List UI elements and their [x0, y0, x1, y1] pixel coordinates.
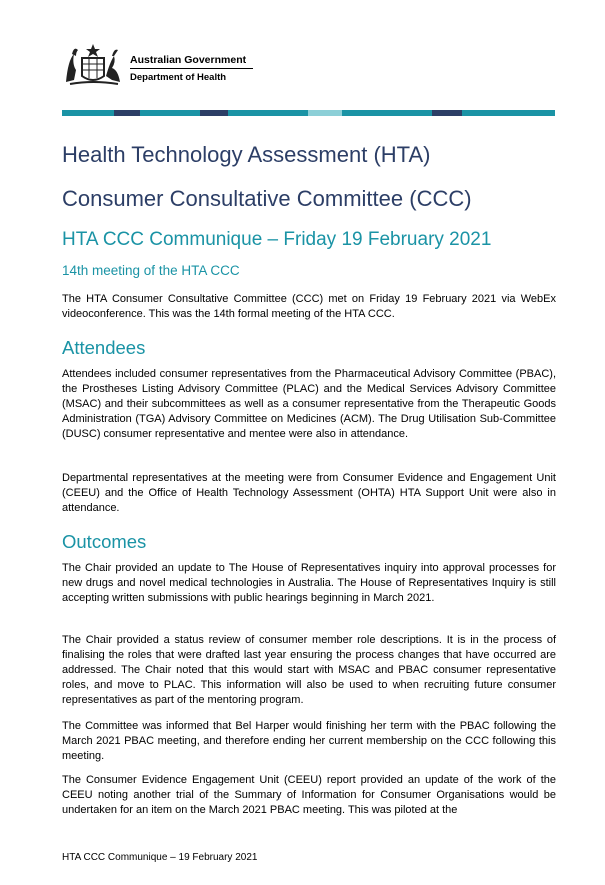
- outcomes-paragraph: The Chair provided an update to The House of Representatives inquiry into approval processes for new drugs and novel medical technologies in Australia. The House of Representatives Inquiry is still accepting written submissions with public hearings beginning in March 2021.: [62, 562, 556, 604]
- document-title-line1: Health Technology Assessment (HTA): [62, 142, 431, 167]
- band-segment: [62, 110, 114, 116]
- coat-of-arms-icon: [62, 40, 124, 88]
- attendees-paragraph: Departmental representatives at the meeting were from Consumer Evidence and Engagement Unit (CEEU) and the Office of Health Technology Assessment (OHTA) HTA Support Unit were also in attendance.: [62, 472, 556, 514]
- band-segment: [228, 110, 308, 116]
- band-segment: [114, 110, 140, 116]
- outcomes-paragraph: The Consumer Evidence Engagement Unit (CEEU) report provided an update of the work of the CEEU noting another trial of the Summary of Information for Consumer Organisations would be undertaken for an item on the March 2021 PBAC meeting. This was piloted at the: [62, 774, 556, 816]
- document-title-line2: Consumer Consultative Committee (CCC): [62, 186, 472, 211]
- outcomes-paragraph: The Chair provided a status review of consumer member role descriptions. It is in the process of finalising the roles that were drafted last year ensuring the process changes that have occurred are addressed. The Chair noted that this would start with MSAC and PBAC consumer representative roles, and move to PLAC. This information will also be used to when recruiting future consumer representatives as part of the mentoring program.: [62, 634, 556, 706]
- attendees-paragraph: Attendees included consumer representatives from the Pharmaceutical Advisory Committee (PBAC), the Prostheses Listing Advisory Committee (PLAC) and the Medical Services Advisory Committee (MSAC) and their subcommittees as well as a consumer representative from the Therapeutic Goods Administration (TGA) Advisory Committee on Medicines (ACM). The Drug Utilisation Sub-Committee (DUSC) consumer representative and mentee were also in attendance.: [62, 368, 556, 440]
- band-segment: [308, 110, 342, 116]
- band-segment: [200, 110, 228, 116]
- intro-paragraph: The HTA Consumer Consultative Committee (CCC) met on Friday 19 February 2021 via WebEx videoconference. This was the 14th formal meeting of the HTA CCC.: [62, 293, 556, 320]
- outcomes-heading: Outcomes: [62, 531, 147, 552]
- department-name: Department of Health: [130, 72, 227, 83]
- government-logo: [62, 40, 262, 90]
- attendees-heading: Attendees: [62, 337, 146, 358]
- color-band: [62, 110, 555, 116]
- meeting-line: 14th meeting of the HTA CCC: [62, 263, 240, 278]
- communique-subtitle: HTA CCC Communique – Friday 19 February 2021: [62, 229, 492, 250]
- government-name: Australian Government: [130, 54, 247, 66]
- band-segment: [462, 110, 555, 116]
- band-segment: [140, 110, 200, 116]
- outcomes-paragraph: The Committee was informed that Bel Harper would finishing her term with the PBAC following the March 2021 PBAC meeting, and therefore ending her current membership on the CCC following this meeting.: [62, 720, 556, 762]
- page-footer: HTA CCC Communique – 19 February 2021: [62, 852, 258, 863]
- band-segment: [342, 110, 432, 116]
- logo-divider: [130, 68, 253, 69]
- band-segment: [432, 110, 462, 116]
